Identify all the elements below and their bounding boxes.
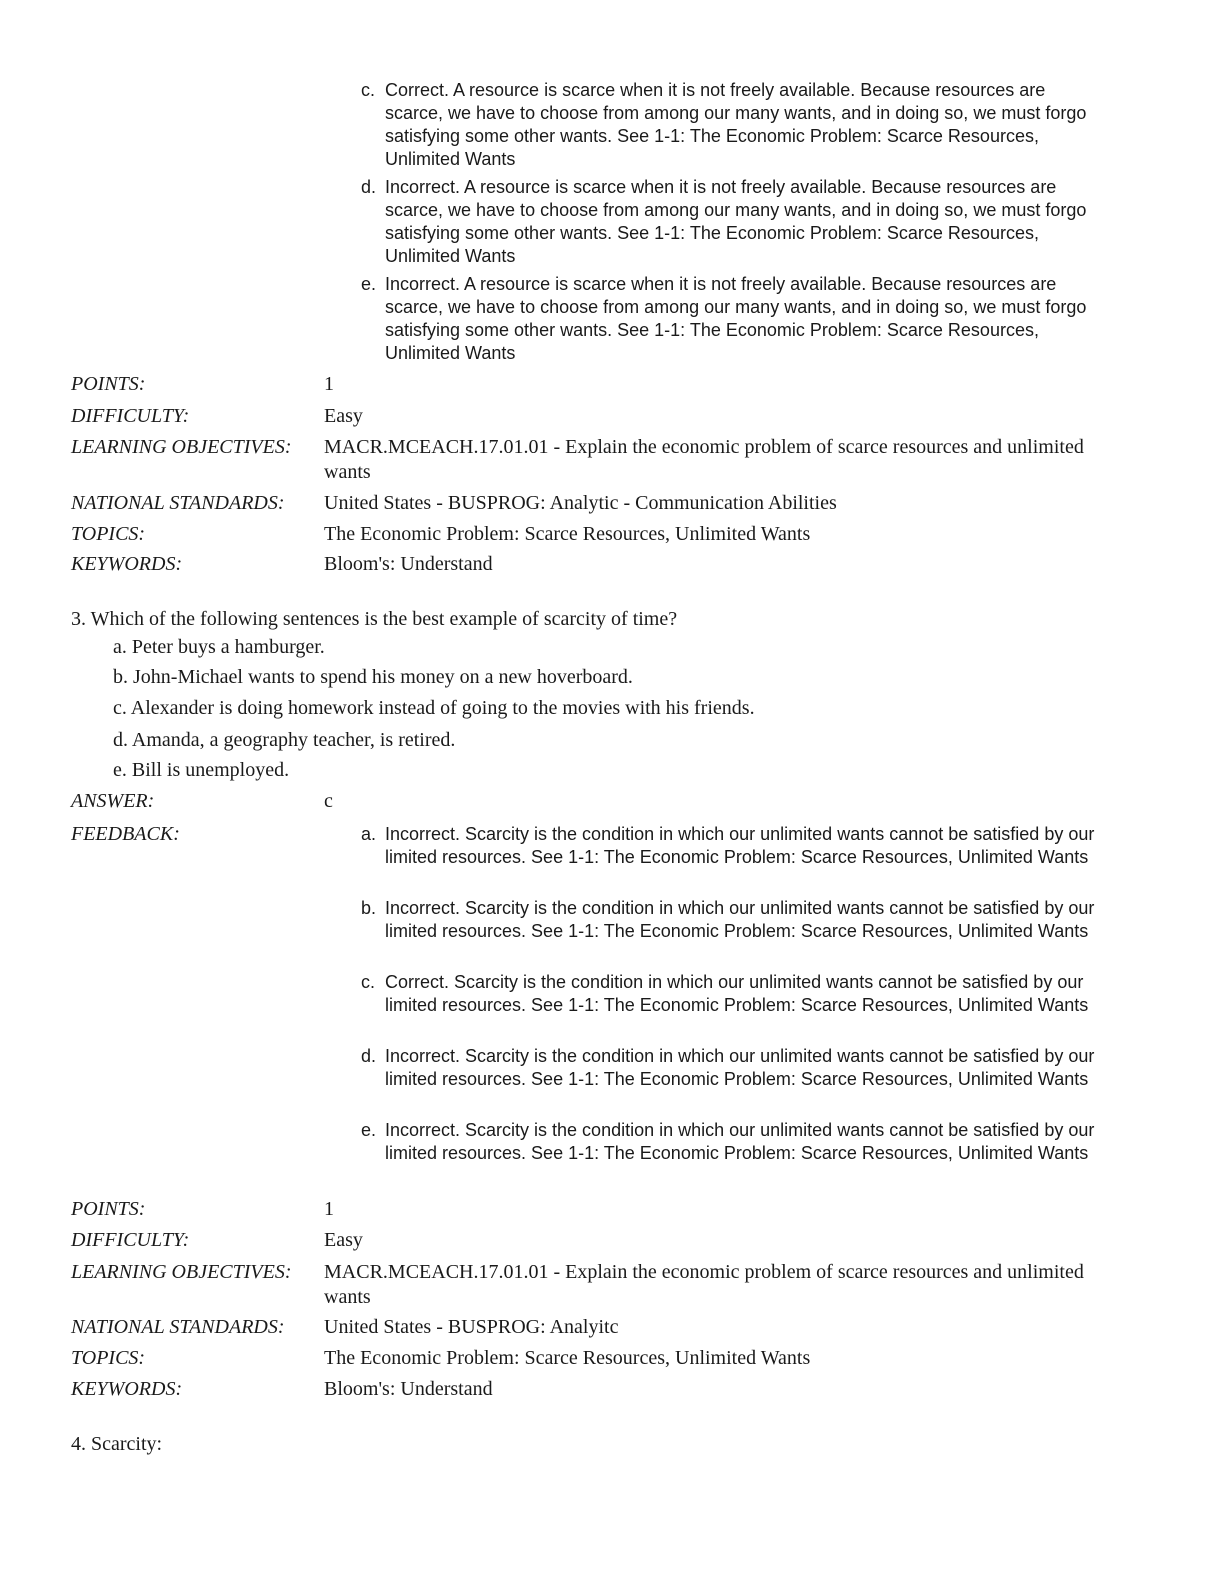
topics-label: TOPICS: — [71, 1347, 146, 1369]
answer-label: ANSWER: — [71, 790, 155, 812]
feedback-letter: d. — [361, 177, 377, 197]
feedback-letter: e. — [361, 274, 377, 294]
learning-objectives-label: LEARNING OBJECTIVES: — [71, 436, 292, 458]
national-standards-label: NATIONAL STANDARDS: — [71, 1316, 285, 1338]
feedback-label: FEEDBACK: — [71, 823, 180, 845]
keywords-label: KEYWORDS: — [71, 553, 183, 575]
feedback-text: Incorrect. Scarcity is the condition in which our unlimited wants cannot be satisfied by our limited resources. See 1-1: The Economic Problem: Scarce Resources, Unlimited Wants — [385, 824, 1095, 867]
feedback-letter: e. — [361, 1120, 377, 1140]
national-standards-value: United States - BUSPROG: Analyitc — [324, 1316, 619, 1338]
feedback-text: Incorrect. Scarcity is the condition in which our unlimited wants cannot be satisfied by our limited resources. See 1-1: The Economic Problem: Scarce Resources, Unlimited Wants — [385, 1046, 1095, 1089]
difficulty-label: DIFFICULTY: — [71, 405, 190, 427]
feedback-text: Incorrect. A resource is scarce when it is not freely available. Because resources are scarce, we have to choose from among our many wants, and in doing so, we must forgo satisfying some other wants. See 1-1: The Economic Problem: Scarce Resources, Unlimited Wants — [385, 177, 1087, 266]
national-standards-label: NATIONAL STANDARDS: — [71, 492, 285, 514]
feedback-letter: c. — [361, 972, 376, 992]
feedback-text: Incorrect. Scarcity is the condition in which our unlimited wants cannot be satisfied by our limited resources. See 1-1: The Economic Problem: Scarce Resources, Unlimited Wants — [385, 898, 1095, 941]
feedback-text: Incorrect. Scarcity is the condition in which our unlimited wants cannot be satisfied by our limited resources. See 1-1: The Economic Problem: Scarce Resources, Unlimited Wants — [385, 1120, 1095, 1163]
answer-choice: a. Peter buys a hamburger. — [113, 636, 325, 658]
points-label: POINTS: — [71, 373, 146, 395]
answer-choice: d. Amanda, a geography teacher, is retired. — [113, 729, 456, 751]
question-stem: 4. Scarcity: — [71, 1433, 163, 1455]
answer-choice: c. Alexander is doing homework instead of going to the movies with his friends. — [113, 697, 755, 719]
points-label: POINTS: — [71, 1198, 146, 1220]
topics-value: The Economic Problem: Scarce Resources, Unlimited Wants — [324, 523, 811, 545]
question-stem: 3. Which of the following sentences is the best example of scarcity of time? — [71, 608, 678, 630]
points-value: 1 — [324, 373, 334, 395]
keywords-label: KEYWORDS: — [71, 1378, 183, 1400]
difficulty-value: Easy — [324, 405, 363, 427]
answer-choice: b. John-Michael wants to spend his money on a new hoverboard. — [113, 666, 633, 688]
feedback-text: Correct. Scarcity is the condition in which our unlimited wants cannot be satisfied by our limited resources. See 1-1: The Economic Problem: Scarce Resources, Unlimited Wants — [385, 972, 1089, 1015]
learning-objectives-value: MACR.MCEACH.17.01.01 - Explain the economic problem of scarce resources and unlimited wants — [324, 436, 1084, 483]
topics-label: TOPICS: — [71, 523, 146, 545]
feedback-text: Correct. A resource is scarce when it is not freely available. Because resources are scarce, we have to choose from among our many wants, and in doing so, we must forgo satisfying some other wants. See 1-1: The Economic Problem: Scarce Resources, Unlimited Wants — [385, 80, 1087, 169]
answer-value: c — [324, 790, 333, 812]
feedback-letter: a. — [361, 824, 377, 844]
topics-value: The Economic Problem: Scarce Resources, Unlimited Wants — [324, 1347, 811, 1369]
points-value: 1 — [324, 1198, 334, 1220]
feedback-letter: d. — [361, 1046, 377, 1066]
national-standards-value: United States - BUSPROG: Analytic - Communication Abilities — [324, 492, 837, 514]
keywords-value: Bloom's: Understand — [324, 553, 493, 575]
answer-choice: e. Bill is unemployed. — [113, 759, 290, 781]
learning-objectives-label: LEARNING OBJECTIVES: — [71, 1261, 292, 1283]
feedback-letter: b. — [361, 898, 377, 918]
feedback-text: Incorrect. A resource is scarce when it is not freely available. Because resources are scarce, we have to choose from among our many wants, and in doing so, we must forgo satisfying some other wants. See 1-1: The Economic Problem: Scarce Resources, Unlimited Wants — [385, 274, 1087, 363]
keywords-value: Bloom's: Understand — [324, 1378, 493, 1400]
feedback-letter: c. — [361, 80, 376, 100]
difficulty-label: DIFFICULTY: — [71, 1229, 190, 1251]
learning-objectives-value: MACR.MCEACH.17.01.01 - Explain the economic problem of scarce resources and unlimited wants — [324, 1261, 1084, 1308]
difficulty-value: Easy — [324, 1229, 363, 1251]
